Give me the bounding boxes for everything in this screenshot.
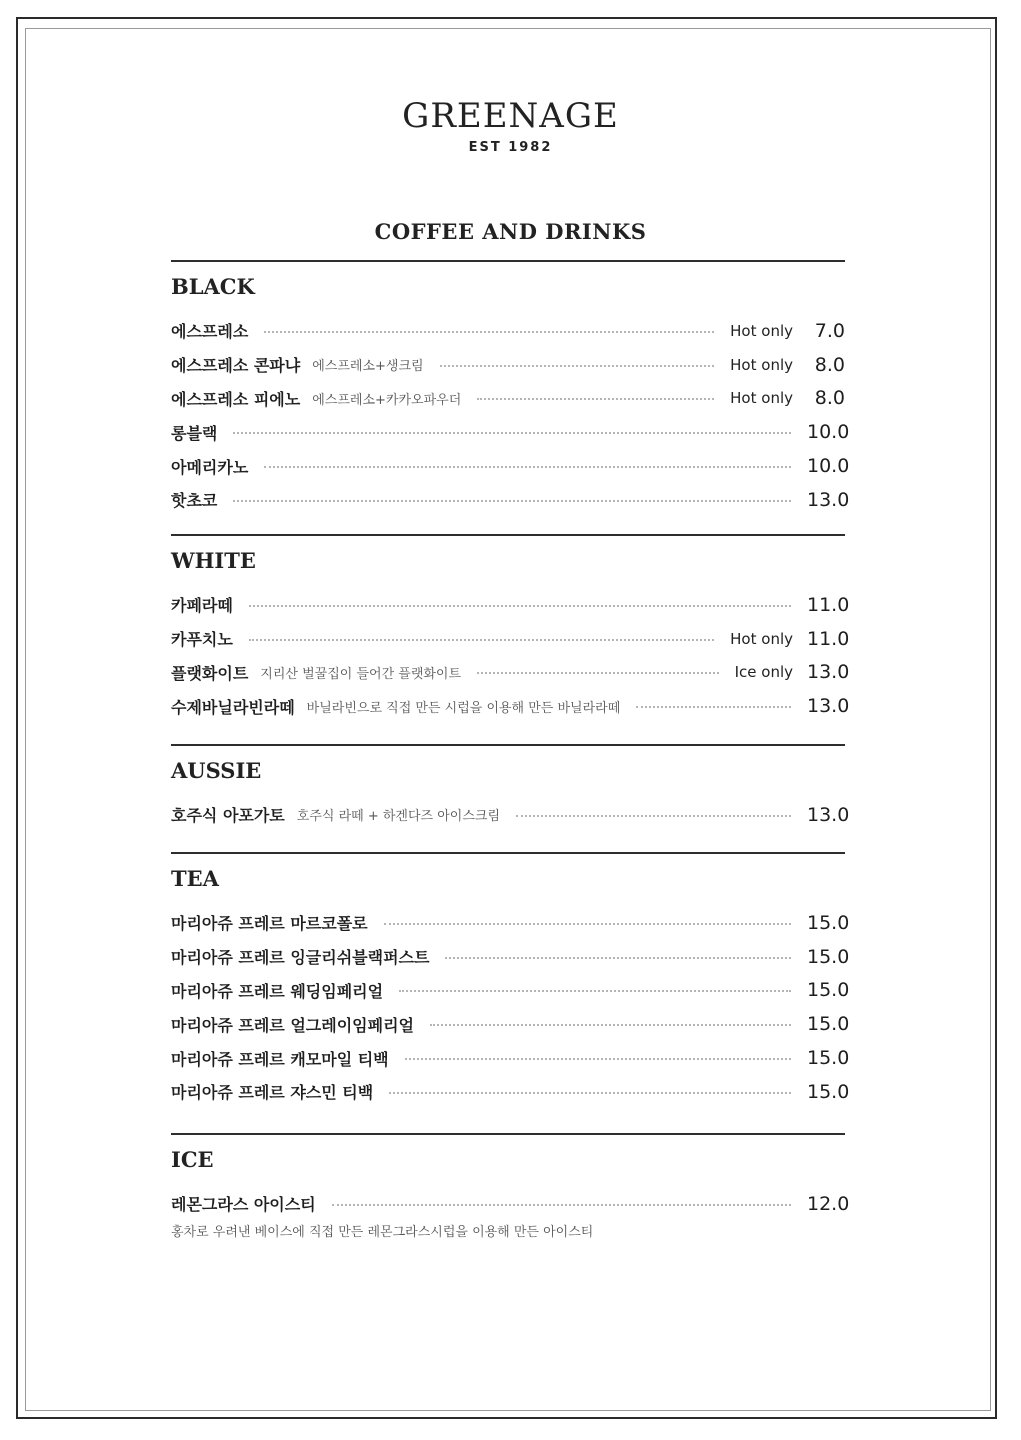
item-description: 바닐라빈으로 직접 만든 시럽을 이용해 만든 바닐라라떼	[306, 700, 621, 716]
section-tea	[171, 852, 850, 1109]
item-name: 호주식 아포가토	[171, 806, 285, 826]
menu-item	[171, 622, 850, 656]
dot-leader	[389, 1092, 791, 1094]
menu-item	[171, 415, 850, 449]
dot-leader	[233, 500, 791, 502]
item-name: 카푸치노	[171, 630, 233, 650]
menu-item	[171, 1075, 850, 1109]
dot-leader	[477, 398, 714, 400]
menu-item	[171, 940, 850, 974]
menu-title: COFFEE AND DRINKS	[374, 219, 647, 244]
section-aussie	[171, 744, 850, 832]
item-price: 10.0	[807, 455, 850, 478]
item-name: 마리아쥬 프레르 웨딩임페리얼	[171, 981, 384, 1001]
item-name: 마리아쥬 프레르 쟈스민 티백	[171, 1083, 374, 1103]
item-price: 11.0	[807, 627, 850, 650]
menu-item	[171, 348, 845, 382]
dot-leader	[445, 957, 791, 959]
menu-item	[171, 382, 845, 416]
item-description: 에스프레소+생크림	[312, 359, 424, 375]
item-name: 레몬그라스 아이스티	[171, 1195, 316, 1215]
item-name: 마리아쥬 프레르 얼그레이임페리얼	[171, 1015, 414, 1035]
section-divider	[171, 534, 845, 536]
item-price: 12.0	[807, 1192, 850, 1215]
item-price: 7.0	[814, 319, 845, 342]
section-title: TEA	[171, 866, 219, 891]
menu-item	[171, 314, 845, 348]
item-name: 에스프레소 콘파냐	[171, 356, 301, 376]
item-name: 마리아쥬 프레르 캐모마일 티백	[171, 1049, 389, 1069]
item-price: 15.0	[807, 979, 850, 1002]
dot-leader	[249, 605, 791, 607]
item-price: 15.0	[807, 1080, 850, 1103]
menu-item	[171, 656, 850, 690]
dot-leader	[249, 639, 714, 641]
item-name: 에스프레소	[171, 322, 249, 342]
menu-item-list	[171, 906, 850, 1109]
item-price: 13.0	[807, 803, 850, 826]
item-serving-note: Hot only	[730, 629, 793, 648]
section-divider	[171, 1133, 845, 1135]
section-divider	[171, 852, 845, 854]
menu-item	[171, 449, 850, 483]
section-ice	[171, 1133, 850, 1240]
item-serving-note: Hot only	[730, 389, 793, 408]
item-price: 8.0	[814, 353, 845, 376]
menu-item-list	[171, 1187, 850, 1221]
dot-leader	[399, 990, 791, 992]
item-name: 에스프레소 피에노	[171, 389, 301, 409]
item-description: 지리산 벌꿀집이 들어간 플랫화이트	[260, 666, 462, 682]
section-title: WHITE	[171, 548, 256, 573]
item-price: 8.0	[814, 387, 845, 410]
item-name: 카페라떼	[171, 596, 233, 616]
dot-leader	[636, 706, 791, 708]
item-price: 15.0	[807, 1013, 850, 1036]
section-white	[171, 534, 850, 723]
menu-item-list	[171, 314, 850, 517]
item-price: 15.0	[807, 1047, 850, 1070]
menu-item	[171, 974, 850, 1008]
menu-item	[171, 588, 850, 622]
section-divider	[171, 744, 845, 746]
section-title: BLACK	[171, 274, 255, 299]
menu-item-list	[171, 798, 850, 832]
item-name: 마리아쥬 프레르 마르코폴로	[171, 914, 368, 934]
item-price: 15.0	[807, 945, 850, 968]
menu-item	[171, 1041, 850, 1075]
item-description: 에스프레소+카카오파우더	[312, 392, 462, 408]
dot-leader	[430, 1024, 791, 1026]
menu-item	[171, 689, 850, 723]
dot-leader	[264, 466, 791, 468]
section-black	[171, 260, 850, 517]
menu-item	[171, 1187, 850, 1221]
dot-leader	[477, 672, 719, 674]
dot-leader	[233, 432, 791, 434]
menu-item	[171, 906, 850, 940]
item-serving-note: Hot only	[730, 321, 793, 340]
item-price: 10.0	[807, 421, 850, 444]
item-name: 마리아쥬 프레르 잉글리쉬블랙퍼스트	[171, 948, 430, 968]
item-name: 플랫화이트	[171, 663, 249, 683]
section-footnote: 홍차로 우려낸 베이스에 직접 만든 레몬그라스시럽을 이용해 만든 아이스티	[171, 1224, 594, 1240]
item-serving-note: Ice only	[734, 663, 793, 682]
menu-item	[171, 483, 850, 517]
dot-leader	[516, 815, 791, 817]
section-divider	[171, 260, 845, 262]
item-price: 15.0	[807, 911, 850, 934]
item-description: 호주식 라떼 + 하겐다즈 아이스크림	[296, 809, 500, 825]
dot-leader	[264, 331, 714, 333]
section-title: AUSSIE	[171, 758, 262, 783]
dot-leader	[440, 365, 715, 367]
brand-est: EST 1982	[468, 140, 553, 155]
item-price: 13.0	[807, 488, 850, 511]
brand-logo: GREENAGE	[402, 96, 619, 136]
item-serving-note: Hot only	[730, 355, 793, 374]
menu-item	[171, 1007, 850, 1041]
item-name: 롱블랙	[171, 423, 218, 443]
dot-leader	[405, 1058, 791, 1060]
menu-item	[171, 798, 850, 832]
menu-item-list	[171, 588, 850, 723]
dot-leader	[384, 923, 791, 925]
item-name: 핫초코	[171, 491, 218, 511]
item-price: 13.0	[807, 695, 850, 718]
item-name: 수제바닐라빈라떼	[171, 697, 295, 717]
item-price: 13.0	[807, 661, 850, 684]
item-name: 아메리카노	[171, 457, 249, 477]
dot-leader	[332, 1204, 791, 1206]
item-price: 11.0	[807, 593, 850, 616]
section-title: ICE	[171, 1147, 214, 1172]
